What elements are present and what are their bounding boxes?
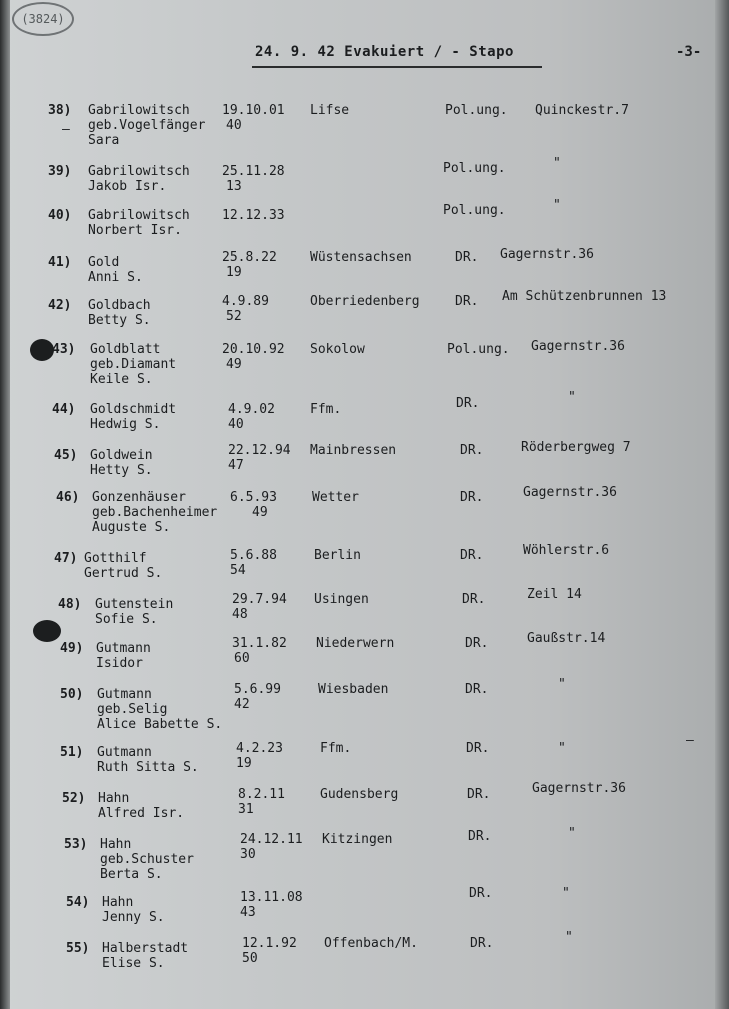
address: " — [553, 156, 561, 171]
age: 40 — [228, 417, 244, 432]
entry-name-line: geb.Vogelfänger — [88, 118, 206, 133]
entry-name-line: geb.Selig — [97, 702, 168, 717]
entry-number: 54) — [66, 895, 90, 910]
address: Quinckestr.7 — [535, 103, 629, 118]
archive-stamp: (3824) — [12, 2, 74, 36]
status: DR. — [455, 294, 479, 309]
birth-date: 25.11.28 — [222, 164, 285, 179]
address: Gagernstr.36 — [532, 781, 626, 796]
punch-hole — [33, 620, 61, 642]
entry-name-line: Keile S. — [90, 372, 153, 387]
address: Gagernstr.36 — [531, 339, 625, 354]
status: DR. — [460, 548, 484, 563]
age: 49 — [252, 505, 268, 520]
status: DR. — [465, 682, 489, 697]
status: DR. — [469, 886, 493, 901]
entry-number: 43) — [52, 342, 76, 357]
birth-date: 12.12.33 — [222, 208, 285, 223]
entry-name-line: Sofie S. — [95, 612, 158, 627]
entry-name-line: Anni S. — [88, 270, 143, 285]
entry-number: 39) — [48, 164, 72, 179]
address: " — [568, 826, 576, 841]
entry-name-line: Ruth Sitta S. — [97, 760, 199, 775]
entry-name-line: Gotthilf — [84, 551, 147, 566]
birth-date: 5.6.99 — [234, 682, 281, 697]
address: Gagernstr.36 — [523, 485, 617, 500]
entry-name-line: Gutmann — [96, 641, 151, 656]
birth-date: 12.1.92 — [242, 936, 297, 951]
age: 19 — [226, 265, 242, 280]
scan-left-edge — [0, 0, 10, 1009]
status: DR. — [465, 636, 489, 651]
entry-number: 55) — [66, 941, 90, 956]
entry-name-line: Gabrilowitsch — [88, 164, 190, 179]
birth-date: 29.7.94 — [232, 592, 287, 607]
entry-number: 42) — [48, 298, 72, 313]
entry-name-line: Gertrud S. — [84, 566, 163, 581]
birth-place: Usingen — [314, 592, 369, 607]
status: DR. — [468, 829, 492, 844]
birth-place: Wetter — [312, 490, 359, 505]
entry-number: 44) — [52, 402, 76, 417]
entry-number: 45) — [54, 448, 78, 463]
entry-name-line: Gabrilowitsch — [88, 103, 190, 118]
entry-name-line: Elise S. — [102, 956, 165, 971]
entry-name-line: Alice Babette S. — [97, 717, 223, 732]
entry-name-line: geb.Diamant — [90, 357, 177, 372]
entry-number: 47) — [54, 551, 78, 566]
entry-number: 38) — [48, 103, 72, 118]
status: DR. — [467, 787, 491, 802]
age: 30 — [240, 847, 256, 862]
birth-date: 5.6.88 — [230, 548, 277, 563]
address: " — [565, 930, 573, 945]
entry-name-line: Alfred Isr. — [98, 806, 185, 821]
entry-number: 48) — [58, 597, 82, 612]
entry-name-line: Auguste S. — [92, 520, 171, 535]
entry-name-line: Jenny S. — [102, 910, 165, 925]
birth-date: 20.10.92 — [222, 342, 285, 357]
stray-mark: – — [686, 733, 694, 748]
entry-name-line: Gold — [88, 255, 120, 270]
birth-place: Wüstensachsen — [310, 250, 412, 265]
address: Gagernstr.36 — [500, 247, 594, 262]
birth-place: Kitzingen — [322, 832, 393, 847]
entry-name-line: Hetty S. — [90, 463, 153, 478]
status: Pol.ung. — [443, 203, 506, 218]
address: " — [558, 677, 566, 692]
entry-name-line: Berta S. — [100, 867, 163, 882]
entry-name-line: geb.Schuster — [100, 852, 194, 867]
birth-place: Gudensberg — [320, 787, 399, 802]
page-number: -3- — [676, 44, 702, 60]
entry-name-line: Hahn — [98, 791, 130, 806]
status: DR. — [456, 396, 480, 411]
birth-date: 19.10.01 — [222, 103, 285, 118]
address: Am Schützenbrunnen 13 — [502, 289, 667, 304]
entry-number: 40) — [48, 208, 72, 223]
status: DR. — [460, 443, 484, 458]
entry-name-line: Hedwig S. — [90, 417, 161, 432]
age: 19 — [236, 756, 252, 771]
entry-number: 41) — [48, 255, 72, 270]
status: Pol.ung. — [443, 161, 506, 176]
entry-number: 46) — [56, 490, 80, 505]
entry-name-line: Jakob Isr. — [88, 179, 167, 194]
age: 42 — [234, 697, 250, 712]
birth-place: Wiesbaden — [318, 682, 389, 697]
age: 31 — [238, 802, 254, 817]
age: 13 — [226, 179, 242, 194]
entry-name-line: Goldbach — [88, 298, 151, 313]
entry-name-line: Gutmann — [97, 687, 152, 702]
address: Gaußstr.14 — [527, 631, 606, 646]
status: DR. — [462, 592, 486, 607]
entry-name-line: Gutmann — [97, 745, 152, 760]
entry-name-line: Sara — [88, 133, 120, 148]
entry-name-line: Hahn — [102, 895, 134, 910]
birth-date: 31.1.82 — [232, 636, 287, 651]
entry-name-line: Goldblatt — [90, 342, 161, 357]
age: 54 — [230, 563, 246, 578]
entry-name-line: Gabrilowitsch — [88, 208, 190, 223]
status: DR. — [455, 250, 479, 265]
entry-name-line: Goldwein — [90, 448, 153, 463]
entry-number: 50) — [60, 687, 84, 702]
address: " — [568, 390, 576, 405]
birth-place: Mainbressen — [310, 443, 397, 458]
entry-number: 52) — [62, 791, 86, 806]
address: Wöhlerstr.6 — [523, 543, 610, 558]
document-header: 24. 9. 42 Evakuiert / - Stapo — [255, 44, 514, 60]
birth-date: 13.11.08 — [240, 890, 303, 905]
scan-right-edge — [715, 0, 729, 1009]
age: 48 — [232, 607, 248, 622]
address: " — [562, 886, 570, 901]
age: 47 — [228, 458, 244, 473]
entry-name-line: Goldschmidt — [90, 402, 177, 417]
status: Pol.ung. — [445, 103, 508, 118]
entry-name-line: geb.Bachenheimer — [92, 505, 218, 520]
age: 49 — [226, 357, 242, 372]
birth-date: 8.2.11 — [238, 787, 285, 802]
age: 60 — [234, 651, 250, 666]
entry-number: 53) — [64, 837, 88, 852]
age: 50 — [242, 951, 258, 966]
address: " — [558, 741, 566, 756]
age: 40 — [226, 118, 242, 133]
birth-date: 4.2.23 — [236, 741, 283, 756]
birth-date: 4.9.89 — [222, 294, 269, 309]
status: DR. — [470, 936, 494, 951]
birth-place: Offenbach/M. — [324, 936, 418, 951]
age: 52 — [226, 309, 242, 324]
punch-hole — [30, 339, 54, 361]
age: 43 — [240, 905, 256, 920]
entry-name-line: Gutenstein — [95, 597, 174, 612]
entry-name-line: Gonzenhäuser — [92, 490, 186, 505]
address: Röderbergweg 7 — [521, 440, 631, 455]
birth-place: Lifse — [310, 103, 350, 118]
header-underline — [252, 66, 542, 68]
birth-place: Ffm. — [320, 741, 352, 756]
address: " — [553, 198, 561, 213]
entry-name-line: Norbert Isr. — [88, 223, 182, 238]
address: Zeil 14 — [527, 587, 582, 602]
birth-date: 4.9.02 — [228, 402, 275, 417]
entry-name-line: Hahn — [100, 837, 132, 852]
entry-name-line: Isidor — [96, 656, 143, 671]
birth-date: 6.5.93 — [230, 490, 277, 505]
entry-number: 49) — [60, 641, 84, 656]
status: DR. — [466, 741, 490, 756]
entry-number: 51) — [60, 745, 84, 760]
stray-mark: – — [62, 122, 70, 137]
birth-place: Sokolow — [310, 342, 365, 357]
entry-name-line: Betty S. — [88, 313, 151, 328]
birth-date: 25.8.22 — [222, 250, 277, 265]
birth-place: Ffm. — [310, 402, 342, 417]
birth-place: Berlin — [314, 548, 361, 563]
status: DR. — [460, 490, 484, 505]
birth-place: Oberriedenberg — [310, 294, 420, 309]
birth-place: Niederwern — [316, 636, 395, 651]
birth-date: 24.12.11 — [240, 832, 303, 847]
entry-name-line: Halberstadt — [102, 941, 189, 956]
status: Pol.ung. — [447, 342, 510, 357]
birth-date: 22.12.94 — [228, 443, 291, 458]
